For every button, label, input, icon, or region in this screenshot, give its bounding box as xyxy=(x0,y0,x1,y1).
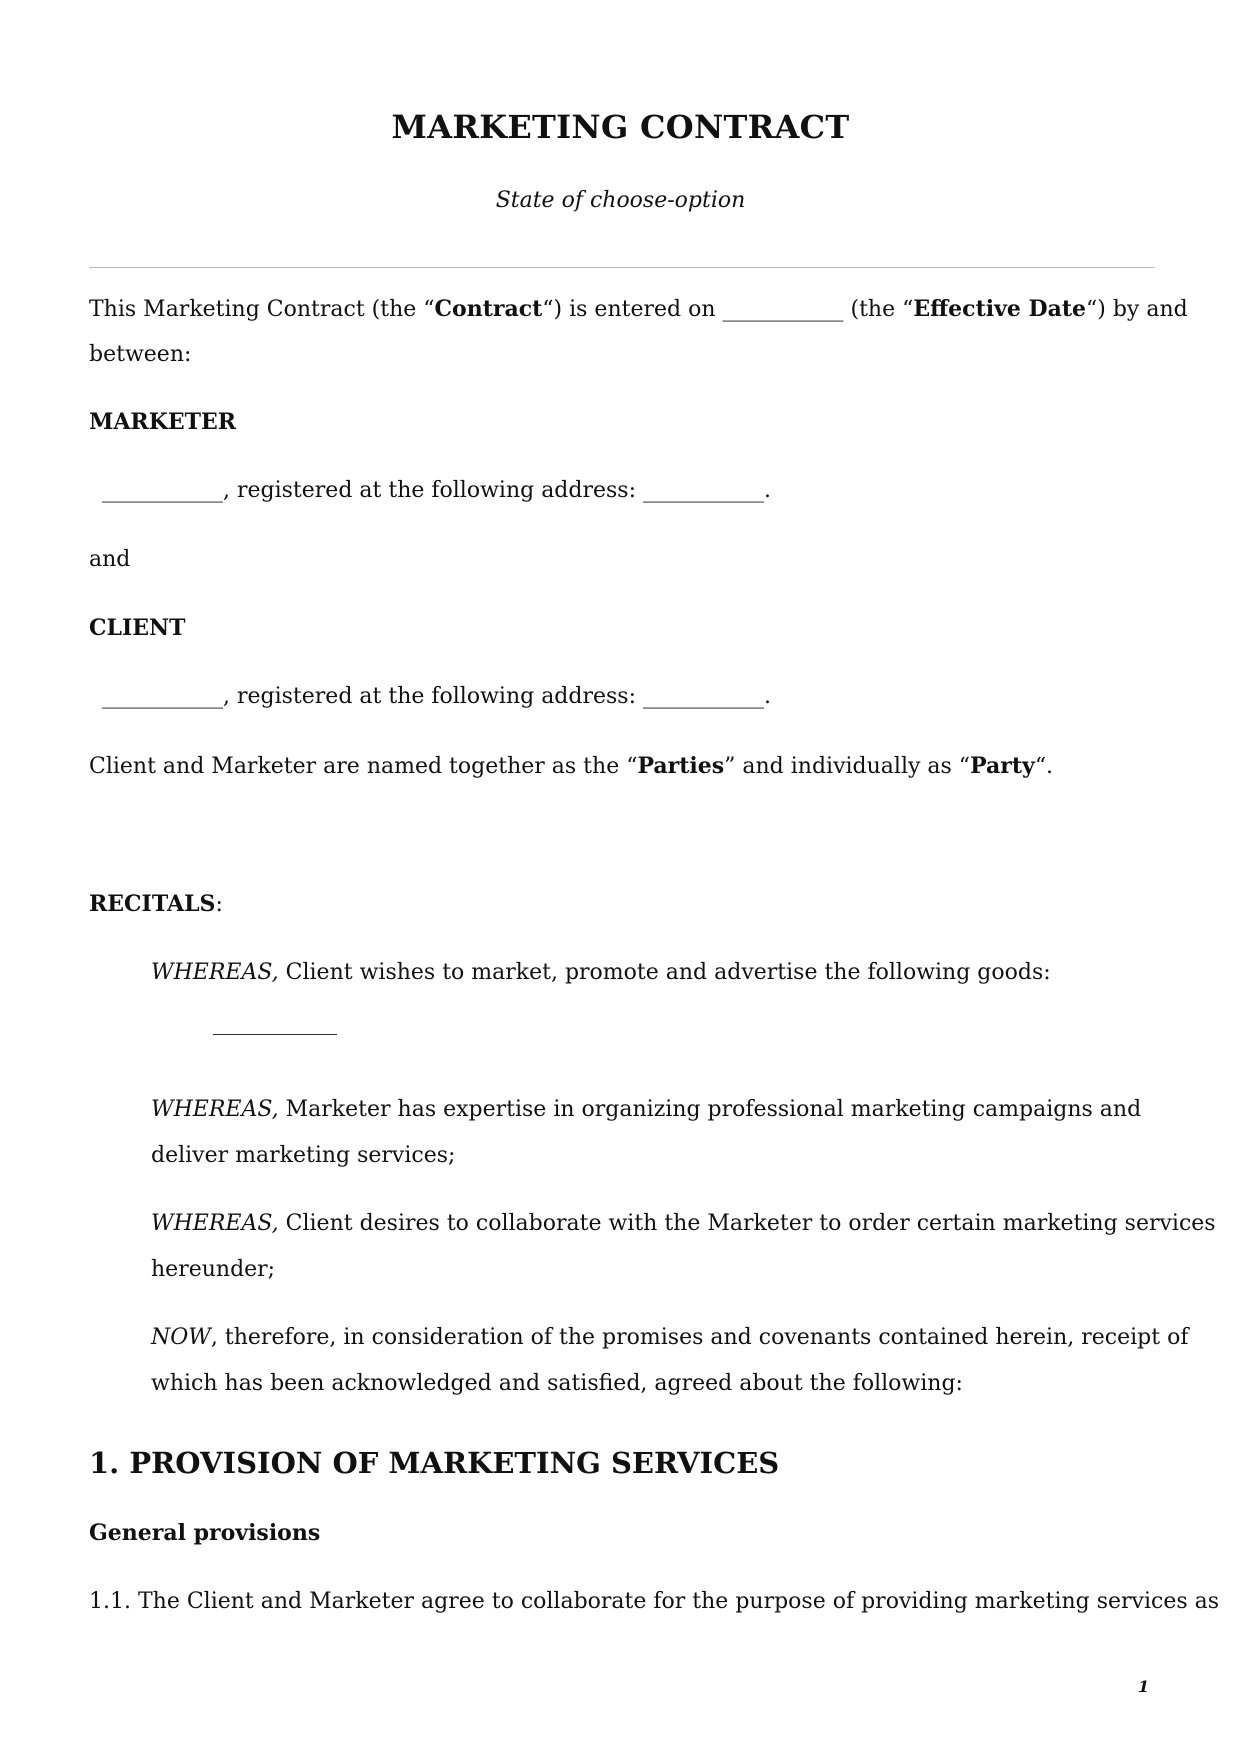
whereas-1 xyxy=(151,960,1051,986)
parties-text: Client and Marketer are named together as the “ xyxy=(89,754,638,779)
page-number: 1 xyxy=(1138,1677,1150,1696)
header-divider xyxy=(89,267,1155,268)
whereas-text: Client wishes to market, promote and advertise the following goods: xyxy=(278,960,1051,985)
parties-term: Parties xyxy=(637,753,725,779)
marketer-heading: MARKETER xyxy=(89,409,237,435)
recitals-title: RECITALS xyxy=(89,891,216,917)
whereas-2-line-2: deliver marketing services; xyxy=(151,1143,456,1168)
whereas-text: Client desires to collaborate with the Marketer to order certain marketing services xyxy=(278,1211,1216,1236)
intro-text: “) by and xyxy=(1086,297,1188,322)
marketer-details: ___________, registered at the following address: ___________. xyxy=(102,478,771,503)
parties-text: ” and individually as “ xyxy=(724,754,971,779)
document-subtitle: State of choose-option xyxy=(495,188,746,213)
now-lead: NOW xyxy=(151,1325,211,1350)
effective-date-term: Effective Date xyxy=(913,296,1087,322)
intro-line-1 xyxy=(89,296,1188,323)
recitals-heading xyxy=(89,891,223,918)
client-heading: CLIENT xyxy=(89,615,186,641)
now-line-2: which has been acknowledged and satisfied, agreed about the following: xyxy=(151,1371,963,1396)
intro-line-2: between: xyxy=(89,342,192,367)
whereas-2-line-1 xyxy=(151,1097,1141,1123)
party-term: Party xyxy=(970,753,1035,779)
goods-blank-line xyxy=(213,1034,337,1035)
and-text: and xyxy=(89,547,131,572)
parties-text: “. xyxy=(1034,754,1054,779)
intro-text: This Marketing Contract (the “ xyxy=(89,297,435,322)
client-details: ___________, registered at the following address: ___________. xyxy=(102,684,771,709)
intro-text: “) is entered on ___________ (the “ xyxy=(542,297,914,322)
recitals-colon: : xyxy=(215,892,223,917)
contract-term: Contract xyxy=(434,296,543,322)
whereas-lead: WHEREAS, xyxy=(151,960,279,985)
parties-definition xyxy=(89,753,1053,780)
whereas-3-line-1 xyxy=(151,1211,1216,1237)
now-line-1 xyxy=(151,1325,1188,1351)
whereas-3-line-2: hereunder; xyxy=(151,1257,276,1282)
whereas-text: Marketer has expertise in organizing professional marketing campaigns and xyxy=(278,1097,1142,1122)
now-text: , therefore, in consideration of the promises and covenants contained herein, receipt of xyxy=(210,1325,1189,1350)
document-title: MARKETING CONTRACT xyxy=(391,108,850,146)
section-1-heading: 1. PROVISION OF MARKETING SERVICES xyxy=(89,1446,780,1480)
whereas-lead: WHEREAS, xyxy=(151,1097,279,1122)
whereas-lead: WHEREAS, xyxy=(151,1211,279,1236)
general-provisions-heading: General provisions xyxy=(89,1520,321,1546)
clause-1-1: 1.1. The Client and Marketer agree to collaborate for the purpose of providing marketing services as xyxy=(89,1589,1220,1614)
